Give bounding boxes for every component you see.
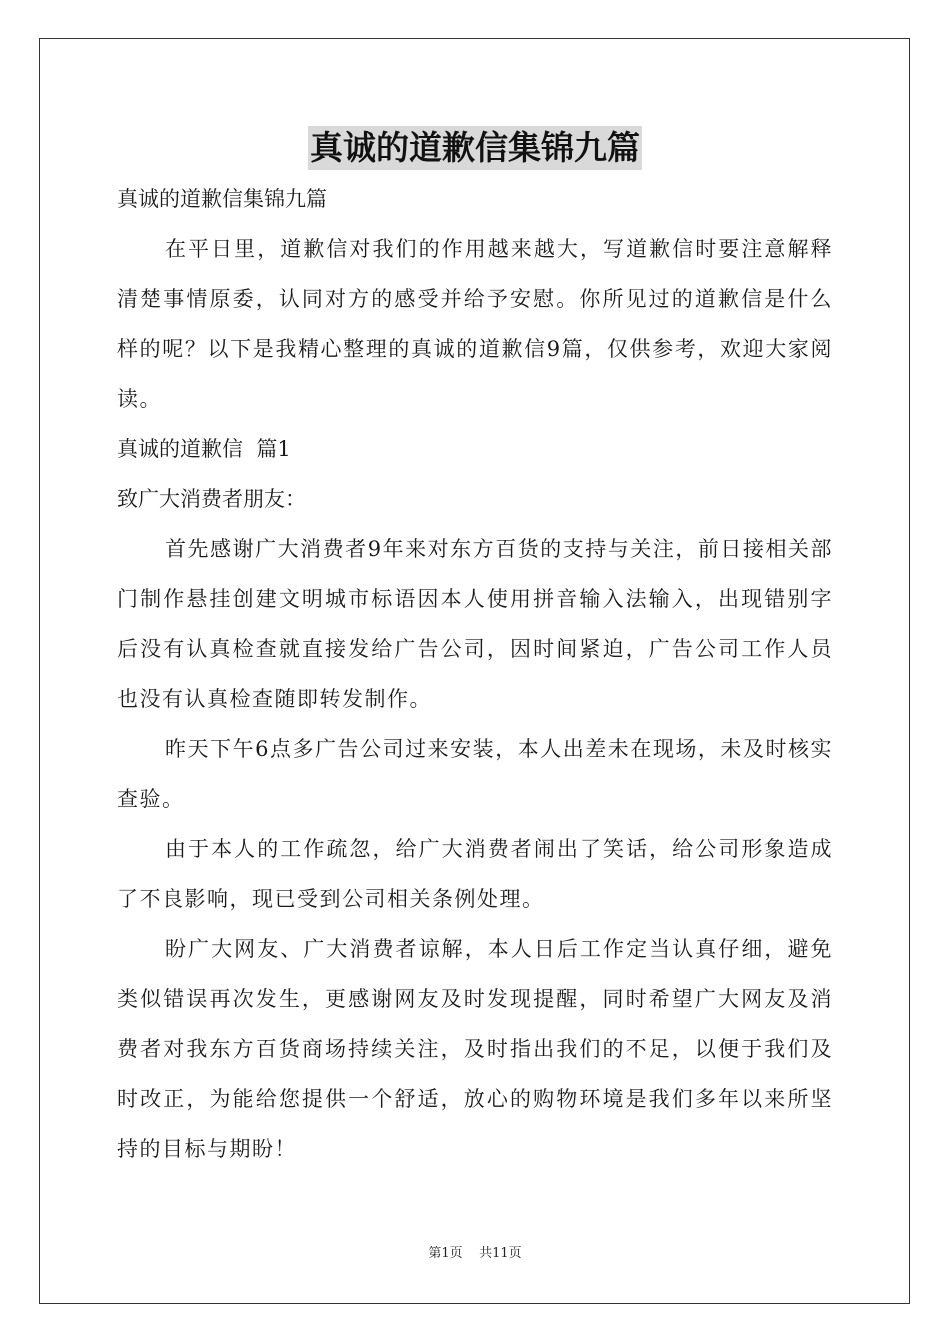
page-number: 第1页 <box>428 1246 463 1261</box>
section-heading: 真诚的道歉信 篇1 <box>117 437 291 461</box>
body-paragraph: 昨天下午6点多广告公司过来安装，本人出差未在现场，未及时核实查验。 <box>117 737 833 811</box>
body-paragraph: 由于本人的工作疏忽，给广大消费者闹出了笑话，给公司形象造成了不良影响，现已受到公司相关条例处理。 <box>117 837 833 911</box>
body-paragraph: 首先感谢广大消费者9年来对东方百货的支持与关注，前日接相关部门制作悬挂创建文明城市标语因本人使用拼音输入法输入，出现错别字后没有认真检查就直接发给广告公司，因时间紧迫，广告公司工作人员也没有认真检查随即转发制作。 <box>117 537 833 711</box>
salutation: 致广大消费者朋友： <box>117 487 306 511</box>
document-subtitle: 真诚的道歉信集锦九篇 <box>117 187 327 211</box>
page-footer <box>0 1244 950 1264</box>
document-body <box>117 174 833 1174</box>
document-title: 真诚的道歉信集锦九篇 <box>308 126 642 170</box>
intro-paragraph: 在平日里，道歉信对我们的作用越来越大，写道歉信时要注意解释清楚事情原委，认同对方的感受并给予安慰。你所见过的道歉信是什么样的呢？以下是我精心整理的真诚的道歉信9篇，仅供参考，欢迎大家阅读。 <box>117 237 833 411</box>
body-paragraph: 盼广大网友、广大消费者谅解，本人日后工作定当认真仔细，避免类似错误再次发生，更感谢网友及时发现提醒，同时希望广大网友及消费者对我东方百货商场持续关注，及时指出我们的不足，以便于我们及时改正，为能给您提供一个舒适，放心的购物环境是我们多年以来所坚持的目标与期盼！ <box>117 937 833 1161</box>
page-total: 共11页 <box>479 1246 522 1261</box>
title-container <box>0 126 950 170</box>
